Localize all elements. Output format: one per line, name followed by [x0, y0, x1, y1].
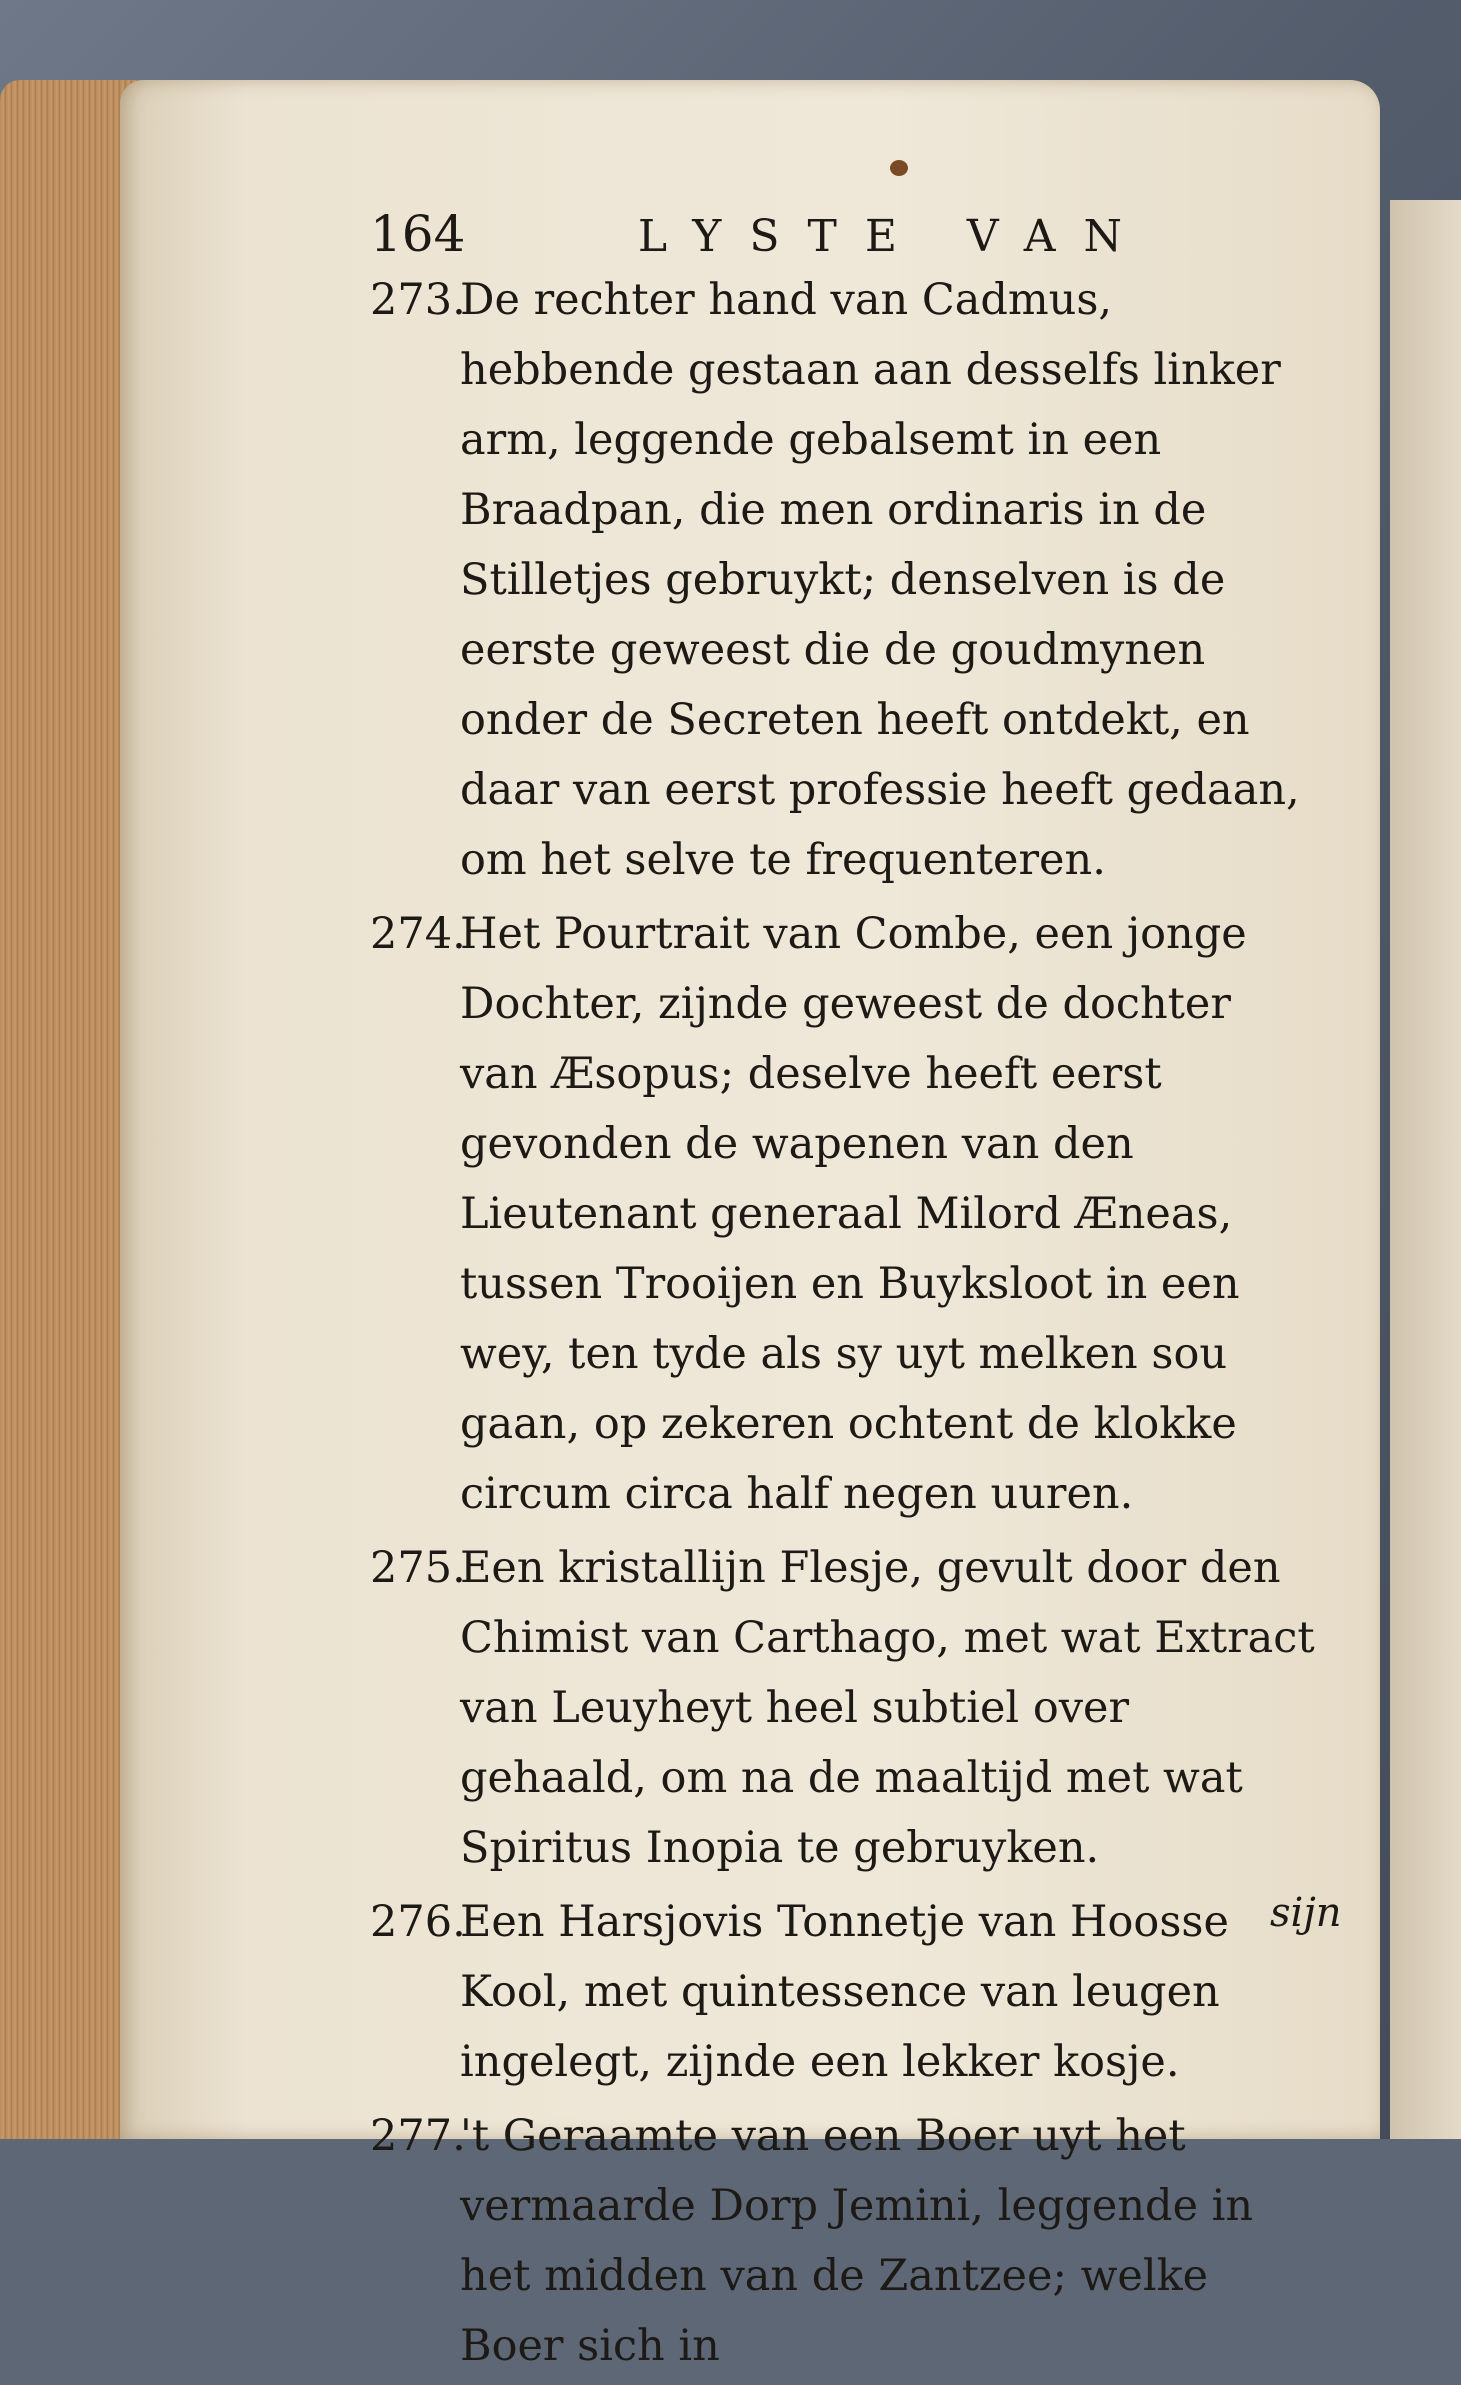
list-item — [370, 1533, 1315, 1883]
list-item — [370, 1887, 1315, 2097]
ink-stain — [890, 160, 908, 176]
facing-page-edge — [1390, 200, 1461, 2139]
entry-number: 277. — [370, 2111, 466, 2161]
entry-text: Een kristallijn Flesje, gevult door den Chimist van Carthago, met wat Extract van Leuyheyt heel subtiel over gehaald, om na de maaltijd met wat Spiritus Inopia te gebruyken. — [460, 1543, 1315, 1873]
entry-number: 273. — [370, 275, 466, 325]
list-item — [370, 899, 1315, 1529]
entry-number: 275. — [370, 1543, 466, 1593]
list-item — [370, 265, 1315, 895]
entry-text: De rechter hand van Cadmus, hebbende gestaan aan desselfs linker arm, leggende gebalsemt in een Braadpan, die men ordinaris in de Stilletjes gebruykt; denselven is de eerste geweest die de goudmynen onder de Secreten heeft ontdekt, en daar van eerst professie heeft gedaan, om het selve te frequenteren. — [460, 275, 1300, 885]
entry-text: Een Harsjovis Tonnetje van Hoosse Kool, met quintessence van leugen ingelegt, zijnde een lekker kosje. — [460, 1897, 1229, 2087]
entry-number: 276. — [370, 1897, 466, 1947]
entry-number: 274. — [370, 909, 466, 959]
entry-text: Het Pourtrait van Combe, een jonge Dochter, zijnde geweest de dochter van Æsopus; deselve heeft eerst gevonden de wapenen van den Lieutenant generaal Milord Æneas, tussen Trooijen en Buyksloot in een wey, ten tyde als sy uyt melken sou gaan, op zekeren ochtent de klokke circum circa half negen uuren. — [460, 909, 1247, 1519]
running-head: LYSTE VAN — [637, 211, 1150, 262]
page-body — [370, 265, 1315, 2385]
catchword: sijn — [1270, 1890, 1342, 1936]
entry-text: 't Geraamte van een Boer uyt het vermaarde Dorp Jemini, leggende in het midden van de Zantzee; welke Boer sich in — [460, 2111, 1254, 2371]
list-item — [370, 2101, 1315, 2381]
page-header — [370, 205, 1150, 263]
page-number: 164 — [370, 205, 466, 263]
